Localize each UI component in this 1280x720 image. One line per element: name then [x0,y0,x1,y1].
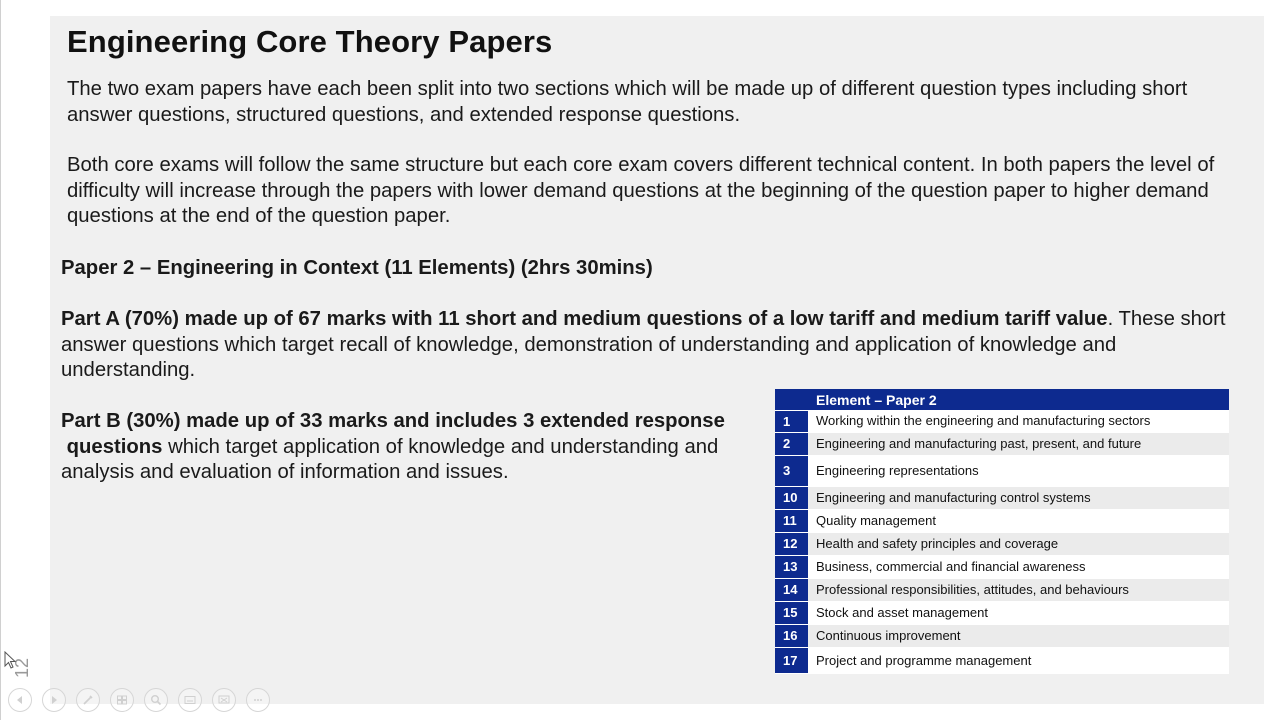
subtitles-icon [183,693,197,707]
element-name: Stock and asset management [808,601,1229,624]
element-name: Business, commercial and financial awareness [808,555,1229,578]
table-row [775,555,1229,578]
element-name: Engineering representations [808,455,1229,486]
presenter-view-icon [217,693,231,707]
more-options-button[interactable] [246,688,270,712]
element-name: Engineering and manufacturing control systems [808,486,1229,509]
element-number: 14 [775,578,808,601]
element-name: Engineering and manufacturing past, present, and future [808,432,1229,455]
presenter-view-button[interactable] [212,688,236,712]
part-a-bold: Part A (70%) made up of 67 marks with 11 short and medium questions of a low tariff and medium tariff value [61,308,1108,330]
table-row [775,509,1229,532]
slideshow-toolbar [8,688,270,712]
table-row [775,624,1229,647]
table-header: Element – Paper 2 [808,389,1229,410]
part-a-paragraph [61,307,1256,384]
elements-table [775,389,1229,674]
subtitles-button[interactable] [178,688,202,712]
element-number: 12 [775,532,808,555]
table-header-row [775,389,1229,410]
intro-paragraph-2: Both core exams will follow the same structure but each core exam covers different technical content. In both papers the level of difficulty will increase through the papers with lower demand questions at the beginning of the question paper to higher demand questions at the end of the question paper. [67,154,1215,227]
element-number: 10 [775,486,808,509]
table-row [775,432,1229,455]
pen-icon [81,693,95,707]
part-b-bold-2: questions [66,435,163,458]
pen-button[interactable] [76,688,100,712]
zoom-icon [149,693,163,707]
element-number: 15 [775,601,808,624]
table-row [775,486,1229,509]
element-number: 16 [775,624,808,647]
previous-icon [13,693,27,707]
element-number: 13 [775,555,808,578]
intro-paragraph-1: The two exam papers have each been split into two sections which will be made up of different question types including short answer questions, structured questions, and extended response questions. [67,78,1188,126]
table-row [775,410,1229,432]
element-number: 3 [775,455,808,486]
table-row [775,455,1229,486]
element-number: 11 [775,509,808,532]
table-row [775,647,1229,673]
next-icon [47,693,61,707]
slide [50,16,1264,704]
slides-icon [115,693,129,707]
table-header-number-cell [775,389,808,410]
element-number: 1 [775,410,808,432]
table-row [775,601,1229,624]
element-name: Working within the engineering and manufacturing sectors [808,410,1229,432]
more-icon [251,693,265,707]
next-slide-button[interactable] [42,688,66,712]
table-row [775,532,1229,555]
viewer-edge [0,0,1,720]
paper-heading: Paper 2 – Engineering in Context (11 Elements) (2hrs 30mins) [61,257,653,279]
previous-slide-button[interactable] [8,688,32,712]
element-name: Professional responsibilities, attitudes, and behaviours [808,578,1229,601]
element-number: 17 [775,647,808,673]
table-row [775,578,1229,601]
zoom-button[interactable] [144,688,168,712]
element-name: Health and safety principles and coverage [808,532,1229,555]
element-number: 2 [775,432,808,455]
part-b-paragraph [61,409,781,486]
element-name: Quality management [808,509,1229,532]
element-name: Project and programme management [808,647,1229,673]
part-b-bold-1: Part B (30%) made up of 33 marks and includes 3 extended response [61,410,725,432]
part-a-text: . These short answer questions which target recall of knowledge, demonstration of understanding and application of knowledge and understanding. [61,308,1226,381]
element-name: Continuous improvement [808,624,1229,647]
part-b-text: which target application of knowledge and understanding and analysis and evaluation of information and issues. [61,435,719,483]
slide-title: Engineering Core Theory Papers [67,24,553,59]
see-all-slides-button[interactable] [110,688,134,712]
page-number: 12 [12,657,32,678]
mouse-pointer-icon [4,651,18,669]
